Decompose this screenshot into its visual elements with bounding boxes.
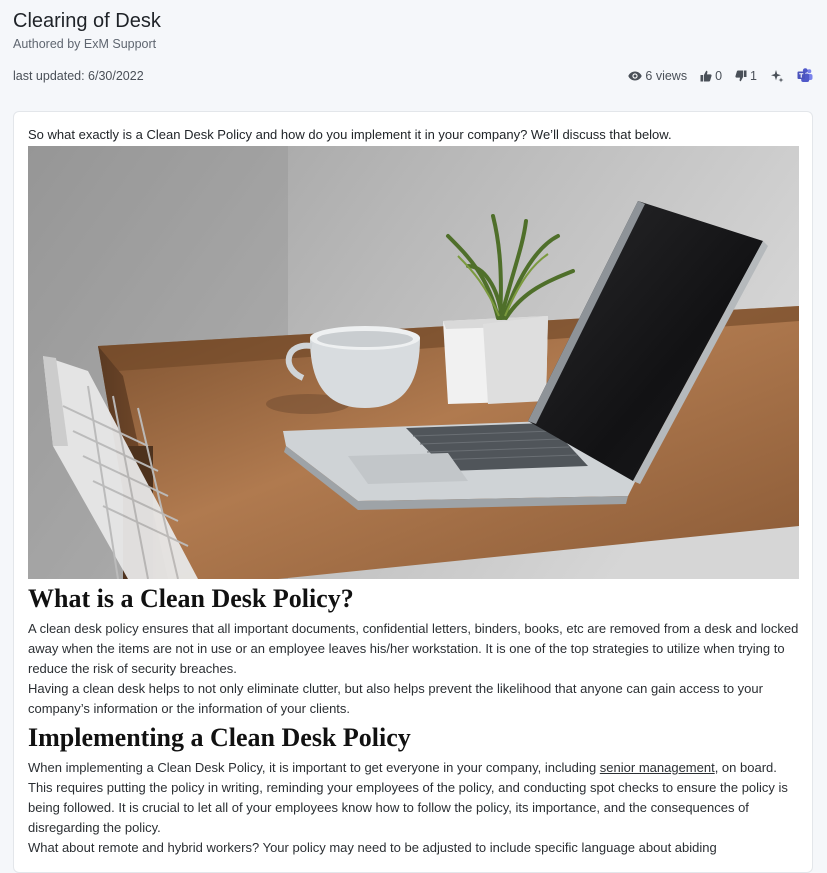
article-body <box>28 580 799 858</box>
section2-text-before-link: When implementing a Clean Desk Policy, it is important to get everyone in your company, including <box>28 760 600 775</box>
thumbs-up-icon <box>700 70 712 82</box>
intro-text: So what exactly is a Clean Desk Policy and how do you implement it in your company? We’ll discuss that below. <box>28 127 672 142</box>
section-heading-implementing: Implementing a Clean Desk Policy <box>28 723 411 752</box>
section1-paragraph-2: Having a clean desk helps to not only eliminate clutter, but also helps prevent the likelihood that anyone can gain access to your company’s information or the information of your clients. <box>28 681 763 716</box>
views-stat <box>628 69 687 83</box>
page-title: Clearing of Desk <box>13 10 161 32</box>
author-line: Authored by ExM Support <box>13 37 157 51</box>
views-count: 6 views <box>645 68 688 83</box>
like-count: 0 <box>715 68 723 83</box>
dislike-count: 1 <box>750 68 757 83</box>
meta-row <box>13 68 813 86</box>
last-updated: last updated: 6/30/2022 <box>13 69 144 83</box>
teams-share-button[interactable] <box>797 68 813 83</box>
section1-paragraph-1: A clean desk policy ensures that all important documents, confidential letters, binders, books, etc are removed from a desk and locked away when the items are not in use or an employee leaves his/her workstation. It is one of the top strategies to utilize when trying to reduce the risk of security breaches. <box>28 621 799 676</box>
eye-icon <box>628 71 642 81</box>
dislike-button[interactable] <box>735 69 757 83</box>
article-card <box>13 111 813 873</box>
desk-photo <box>28 146 799 579</box>
like-button[interactable] <box>700 69 722 83</box>
article-header <box>13 8 813 51</box>
sparkle-icon <box>770 69 784 83</box>
thumbs-down-icon <box>735 70 747 82</box>
section2-paragraph-2: What about remote and hybrid workers? Your policy may need to be adjusted to include specific language about abiding <box>28 840 717 855</box>
section2-paragraph-1 <box>28 758 799 838</box>
section-heading-what-is: What is a Clean Desk Policy? <box>28 584 354 613</box>
teams-icon <box>797 68 813 83</box>
article-stats <box>615 68 813 83</box>
section2-text-after-link: , on board. This requires putting the policy in writing, reminding your employees of the policy, and conducting spot checks to ensure the policy is being followed. It is crucial to let all of your employees know how to follow the policy, its importance, and the consequences of disregarding the policy. <box>28 760 788 835</box>
ai-assist-button[interactable] <box>770 69 784 83</box>
senior-management-link[interactable]: senior management <box>599 760 715 775</box>
